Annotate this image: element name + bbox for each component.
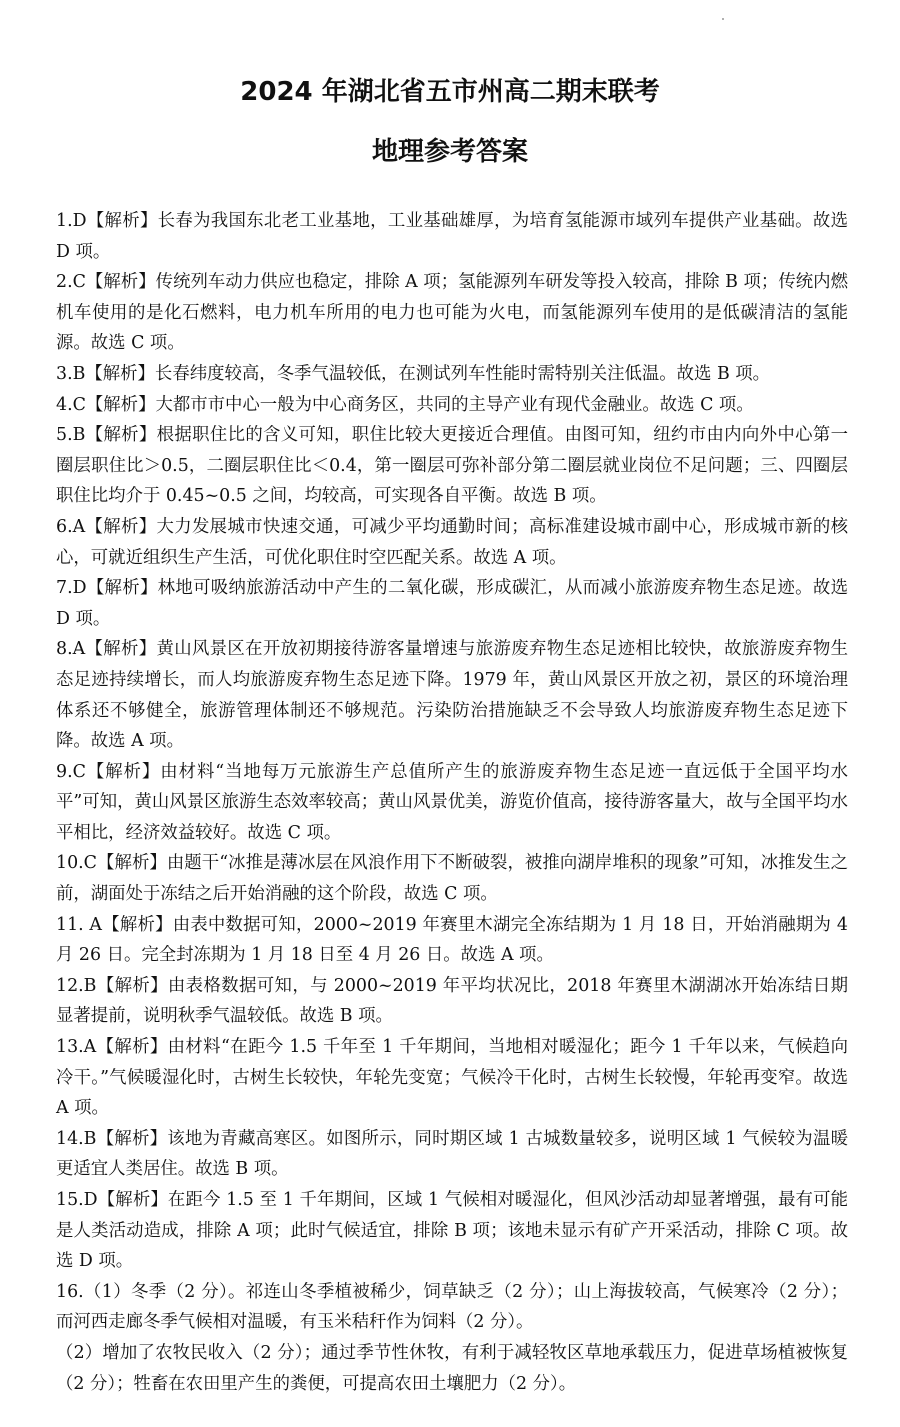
- answer-14: 14.B【解析】该地为青藏高寒区。如图所示，同时期区域 1 古城数量较多，说明区域 1 气候较为温暖更适宜人类居住。故选 B 项。: [56, 1128, 848, 1180]
- answer-1: 1.D【解析】长春为我国东北老工业基地，工业基础雄厚，为培育氢能源市域列车提供产业基础。故选 D 项。: [56, 211, 848, 262]
- page-subtitle: 地理参考答案: [371, 137, 528, 167]
- answer-8: 8.A【解析】黄山风景区在开放初期接待游客量增速与旅游废弃物生态足迹相比较快，故旅游废弃物生态足迹持续增长，而人均旅游废弃物生态足迹下降。1979 年，黄山风景区开放之初，景区的环境治理体系还不够健全，旅游管理体制还不够规范。污染防治措施缺乏不会导致人均旅游废弃物生态足迹下降。故选 A 项。: [56, 639, 848, 752]
- answer-6: 6.A【解析】大力发展城市快速交通，可减少平均通勤时间；高标准建设城市副中心，形成城市新的核心，可就近组织生产生活，可优化职住时空匹配关系。故选 A 项。: [56, 516, 848, 568]
- answer-2: 2.C【解析】传统列车动力供应也稳定，排除 A 项；氢能源列车研发等投入较高，排除 B 项；传统内燃机车使用的是化石燃料，电力机车所用的电力也可能为火电，而氢能源列车使用的是低碳清洁的氢能源。故选 C 项。: [56, 272, 848, 354]
- answer-11: 11. A【解析】由表中数据可知，2000~2019 年赛里木湖完全冻结期为 1 月 18 日，开始消融期为 4 月 26 日。完全封冻期为 1 月 18 日至 4 月 26 日。故选 A 项。: [56, 914, 848, 966]
- answer-16-part-1: 16.（1）冬季（2 分）。祁连山冬季植被稀少，饲草缺乏（2 分）；山上海拔较高，气候寒冷（2 分）；而河西走廊冬季气候相对温暖，有玉米秸秆作为饲料（2 分）。: [56, 1281, 848, 1333]
- answer-12: 12.B【解析】由表格数据可知，与 2000~2019 年平均状况比，2018 年赛里木湖湖冰开始冻结日期显著提前，说明秋季气温较低。故选 B 项。: [56, 975, 848, 1027]
- answer-7: 7.D【解析】林地可吸纳旅游活动中产生的二氧化碳，形成碳汇，从而减小旅游废弃物生态足迹。故选 D 项。: [56, 578, 848, 629]
- answer-4: 4.C【解析】大都市市中心一般为中心商务区，共同的主导产业有现代金融业。故选 C 项。: [56, 394, 754, 415]
- scan-speck: [722, 18, 724, 20]
- answer-10: 10.C【解析】由题干“冰推是薄冰层在风浪作用下不断破裂，被推向湖岸堆积的现象”可知，冰推发生之前，湖面处于冻结之后开始消融的这个阶段，故选 C 项。: [56, 853, 848, 905]
- answer-9: 9.C【解析】由材料“当地每万元旅游生产总值所产生的旅游废弃物生态足迹一直远低于全国平均水平”可知，黄山风景区旅游生态效率较高；黄山风景优美，游览价值高，接待游客量大，故与全国平均水平相比，经济效益较好。故选 C 项。: [56, 761, 848, 843]
- answer-13: 13.A【解析】由材料“在距今 1.5 千年至 1 千年期间，当地相对暖湿化；距今 1 千年以来，气候趋向冷干。”气候暖湿化时，古树生长较快，年轮先变宽；气候冷干化时，古树生长较慢，年轮再变窄。故选 A 项。: [56, 1037, 848, 1119]
- answer-16-part-2: （2）增加了农牧民收入（2 分）；通过季节性休牧，有利于减轻牧区草地承载压力，促进草场植被恢复（2 分）；牲畜在农田里产生的粪便，可提高农田土壤肥力（2 分）。: [56, 1342, 848, 1394]
- answer-15: 15.D【解析】在距今 1.5 至 1 千年期间，区域 1 气候相对暖湿化，但风沙活动却显著增强，最有可能是人类活动造成，排除 A 项；此时气候适宜，排除 B 项；该地未显示有矿产开采活动，排除 C 项。故选 D 项。: [56, 1190, 848, 1272]
- page-title: 2024 年湖北省五市州高二期末联考: [240, 77, 660, 107]
- answer-3: 3.B【解析】长春纬度较高，冬季气温较低，在测试列车性能时需特别关注低温。故选 B 项。: [56, 363, 771, 384]
- answer-5: 5.B【解析】根据职住比的含义可知，职住比较大更接近合理值。由图可知，纽约市由内向外中心第一圈层职住比＞0.5，二圈层职住比＜0.4，第一圈层可弥补部分第二圈层就业岗位不足问题；三、四圈层职住比均介于 0.45~0.5 之间，均较高，可实现各自平衡。故选 B 项。: [56, 425, 848, 507]
- answers-body: [56, 206, 848, 1399]
